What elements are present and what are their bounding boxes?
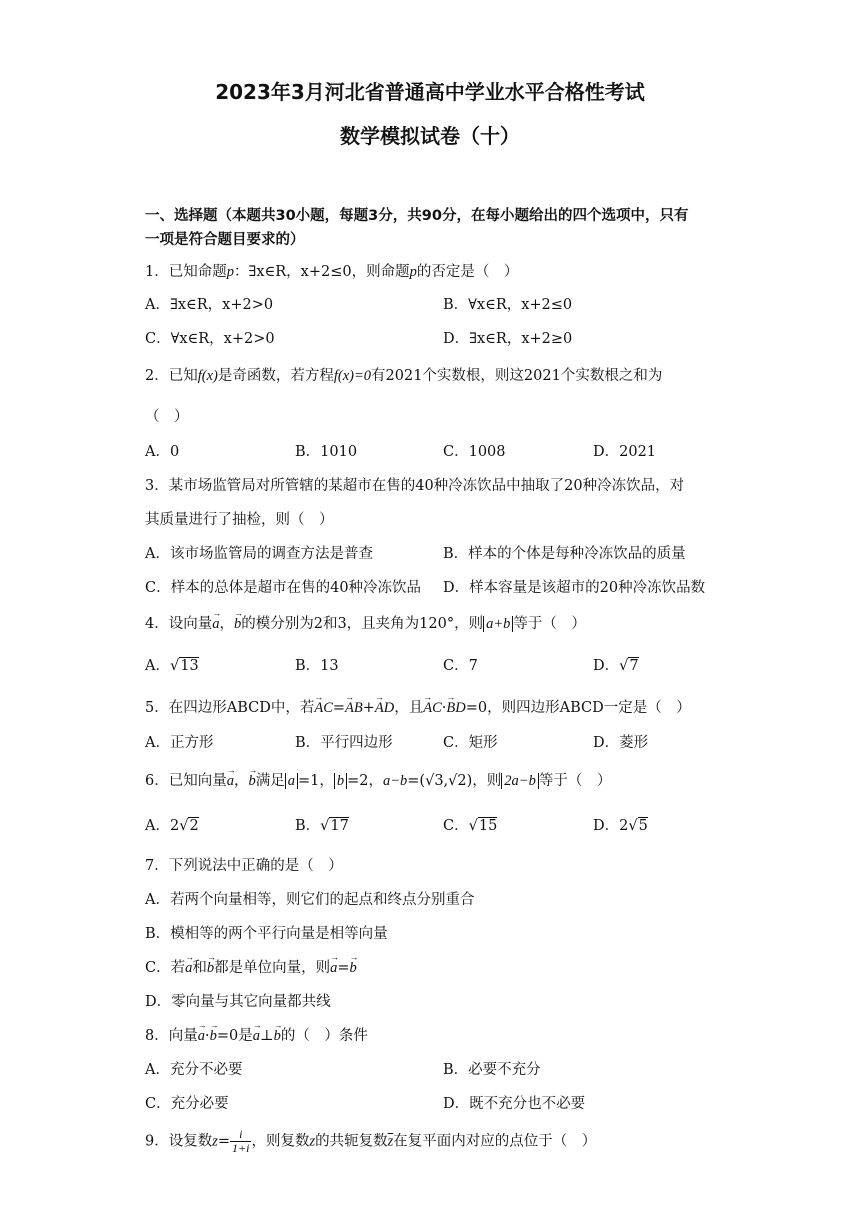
question-2-option-c: C．1008 (443, 444, 506, 460)
question-7-option-c: C．若→ a和→ b都是单位向量，则→ a=→ b (145, 958, 357, 978)
question-6-option-c: C．√15 (443, 818, 498, 834)
question-4-option-d: D．√7 (593, 658, 639, 674)
page-subtitle: 数学模拟试卷（十） (340, 124, 520, 148)
page-title: 2023年3月河北省普通高中学业水平合格性考试 (215, 80, 645, 104)
section-heading-line2: 一项是符合题目要求的） (145, 232, 305, 248)
question-5-stem: 5．在四边形ABCD中，若→ AC=→ AB+→ AD，且→ AC·→ BD=0，则四边形ABCD一定是（ ） (145, 698, 691, 718)
question-1-option-c: C．∀x∈R，x+2>0 (145, 331, 275, 347)
question-1-option-b: B．∀x∈R，x+2≤0 (443, 297, 573, 313)
question-2-stem-cont: （ ） (145, 409, 189, 425)
question-3-stem: 3．某市场监管局对所管辖的某超市在售的40种冷冻饮品中抽取了20种冷冻饮品，对 (145, 478, 685, 494)
question-1-option-d: D．∃x∈R，x+2≥0 (443, 331, 573, 347)
question-2-option-b: B．1010 (295, 444, 358, 460)
question-1-option-a: A．∃x∈R，x+2>0 (145, 297, 274, 313)
question-4-option-b: B．13 (295, 658, 339, 674)
question-7-option-d: D．零向量与其它向量都共线 (145, 994, 331, 1010)
question-6-option-a: A．2√2 (145, 818, 199, 834)
fraction: $\frac{i}{1+i}$ (232, 1127, 250, 1155)
question-1-stem: 1．已知命题p：∃x∈R，x+2≤0，则命题p的否定是（ ） (145, 264, 519, 280)
question-2-stem: 2．已知f(x)是奇函数，若方程f(x)=0有2021个实数根，则这2021个实数根之和为 (145, 368, 663, 384)
question-7-option-b: B．模相等的两个平行向量是相等向量 (145, 926, 388, 942)
question-3-option-d: D．样本容量是该超市的20种冷冻饮品数 (443, 580, 706, 596)
question-7-option-a: A．若两个向量相等，则它们的起点和终点分别重合 (145, 892, 475, 908)
question-5-option-d: D．菱形 (593, 735, 649, 751)
question-6-option-b: B．√17 (295, 818, 349, 834)
question-8-option-a: A．充分不必要 (145, 1062, 243, 1078)
question-6-option-d: D．2√5 (593, 818, 648, 834)
question-8-option-b: B．必要不充分 (443, 1062, 541, 1078)
question-5-option-c: C．矩形 (443, 735, 498, 751)
question-5-option-b: B．平行四边形 (295, 735, 393, 751)
question-9-stem: 9．设复数z= $\frac{i}{1+i}$ ，则复数z的共轭复数$\overline{z}$在复平面内对应的点位于（ ） (145, 1127, 597, 1155)
question-6-stem: 6．已知向量→ a，→ b满足 a =1， b =2，a−b=(√3,√2)，则 2a−b 等于（ ） (145, 771, 611, 791)
section-heading-line1: 一、选择题（本题共30小题，每题3分，共90分，在每小题给出的四个选项中，只有 (145, 208, 689, 224)
question-3-option-a: A．该市场监管局的调查方法是普查 (145, 546, 373, 562)
question-4-option-c: C．7 (443, 658, 478, 674)
question-2-option-d: D．2021 (593, 444, 657, 460)
question-3-option-b: B．样本的个体是每种冷冻饮品的质量 (443, 546, 686, 562)
question-4-stem: 4．设向量→ a，→ b的模分别为2和3，且夹角为120°，则 a+b 等于（ ） (145, 614, 586, 634)
question-8-option-d: D．既不充分也不必要 (443, 1096, 586, 1112)
question-3-stem-cont: 其质量进行了抽检，则（ ） (145, 512, 334, 528)
question-3-option-c: C．样本的总体是超市在售的40种冷冻饮品 (145, 580, 422, 596)
question-2-option-a: A．0 (145, 444, 180, 460)
question-5-option-a: A．正方形 (145, 735, 214, 751)
question-8-stem: 8．向量→ a·→ b=0是→ a⊥→ b的（ ）条件 (145, 1026, 368, 1046)
question-8-option-c: C．充分必要 (145, 1096, 229, 1112)
question-4-option-a: A．√13 (145, 658, 199, 674)
question-7-stem: 7．下列说法中正确的是（ ） (145, 858, 343, 874)
